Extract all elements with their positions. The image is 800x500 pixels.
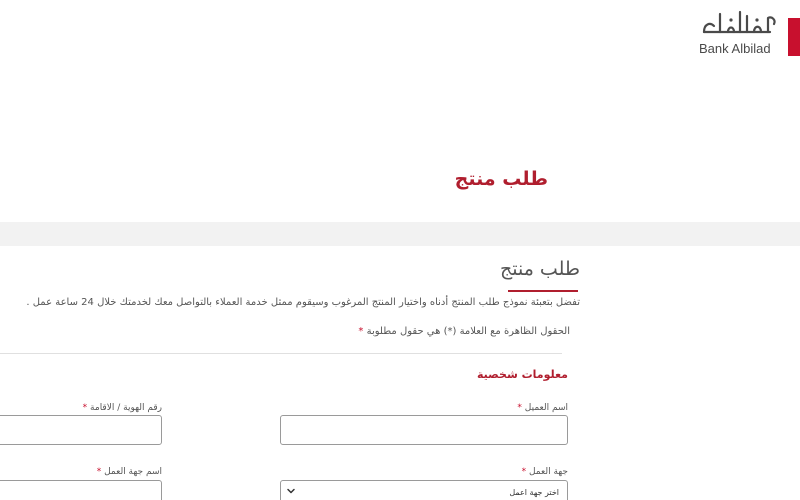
employer-name-label: [60, 467, 162, 477]
required-note-text: الحقول الظاهرة مع العلامة (*) هي حقول مطلوبة: [366, 326, 570, 337]
employer-name-label-text: اسم جهة العمل: [104, 467, 162, 477]
section-band: [0, 222, 800, 246]
employer-name-input[interactable]: [0, 480, 162, 500]
section-title-personal-info: معلومات شخصية: [477, 368, 568, 381]
required-asterisk: *: [521, 467, 527, 477]
id-number-label-text: رقم الهوية / الاقامة: [90, 403, 162, 413]
logo-english-wordmark: Bank Albilad: [699, 41, 771, 56]
form-title: طلب منتج: [499, 258, 580, 280]
customer-name-label-text: اسم العميل: [524, 403, 568, 413]
form-intro-text: تفضل بتعبئة نموذج طلب المنتج أدناه واختيار المنتج المرغوب وسيقوم ممثل خدمة العملاء بالتواصل معك لخدمتك خلال 24 ساعة عمل .: [26, 297, 580, 308]
form-title-underline: [508, 290, 578, 292]
divider: [0, 353, 562, 354]
employer-type-label-text: جهة العمل: [528, 467, 568, 477]
required-asterisk: *: [358, 326, 364, 337]
bank-logo[interactable]: [696, 8, 800, 54]
customer-name-label: [480, 403, 568, 413]
required-asterisk: *: [96, 467, 102, 477]
required-fields-note: [360, 326, 570, 337]
customer-name-input[interactable]: [280, 415, 568, 445]
logo-accent-mark: [788, 18, 800, 56]
required-asterisk: *: [82, 403, 88, 413]
id-number-label: [60, 403, 162, 413]
logo-arabic-wordmark-icon: [700, 8, 780, 36]
required-asterisk: *: [517, 403, 522, 413]
chevron-down-icon: [286, 486, 296, 496]
employer-type-label: [480, 467, 568, 477]
page-title: طلب منتج: [454, 168, 548, 190]
employer-type-selected-value: اختر جهة اعمل: [509, 488, 559, 497]
id-number-input[interactable]: [0, 415, 162, 445]
employer-type-select[interactable]: [280, 480, 568, 500]
